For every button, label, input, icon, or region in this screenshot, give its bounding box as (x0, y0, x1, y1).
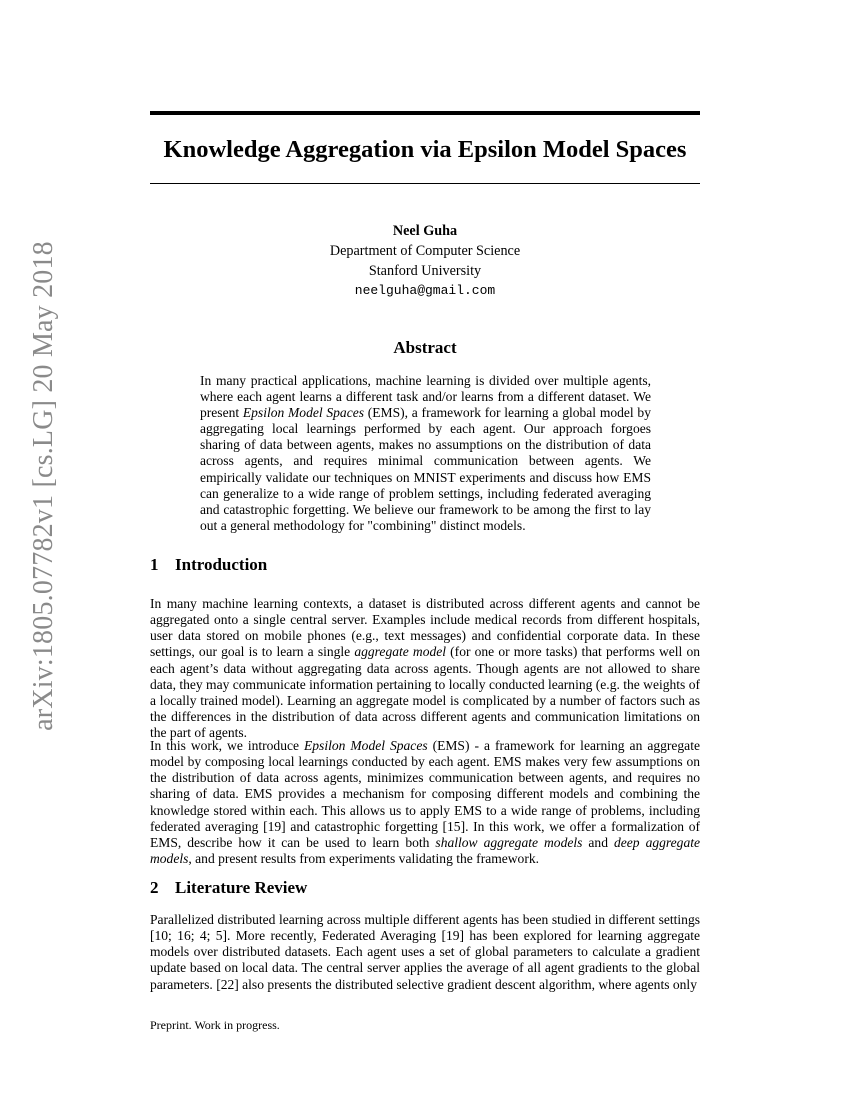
abstract-heading: Abstract (393, 338, 457, 357)
paragraph-emphasis: shallow aggregate models (435, 834, 583, 850)
section-heading-literature-review (150, 877, 700, 899)
introduction-paragraph (150, 738, 700, 867)
paragraph-text: In this work, we introduce (150, 738, 304, 753)
abstract-text: (EMS), a framework for learning a global model by aggregating local learnings performed by each agent. Our approach forgoes sharing of data between agents, makes no assumptions on the distribution of data across agents, and requires minimal communication between agents. We empirically validate our techniques on MNIST experiments and discuss how EMS can generalize to a wide range of problem settings, including federated averaging and catastrophic forgetting. We believe our framework to be among the first to lay out a general methodology for "combining" distinct models. (200, 405, 651, 533)
author-university: Stanford University (368, 263, 482, 279)
paragraph-text: (EMS) - a framework for learning an aggregate model by composing local learnings conducted by each agent. EMS makes very few assumptions on the distribution of data across agents, minimizes communication between agents, and requires no sharing of data. EMS provides a mechanism for composing different models and combining the knowledge stored within each. This allows us to apply EMS to a wide range of problems, including federated averaging [19] and catastrophic forgetting [15]. In this work, we offer a formalization of EMS, describe how it can be used to learn both (150, 738, 700, 850)
preprint-footer: Preprint. Work in progress. (150, 1018, 280, 1032)
paragraph-text: and (582, 834, 614, 850)
literature-review-paragraph (150, 912, 700, 993)
abstract-body (200, 373, 651, 534)
paragraph-text: , and present results from experiments validating the framework. (188, 851, 539, 867)
paragraph-text: (for one or more tasks) that performs well on each agent’s data without aggregating data across agents. Though agents are not allowed to share data, they may communicate information pertaining to locally conducted learning (e.g. the weights of a locally trained model). Learning an aggregate model is complicated by a number of factors such as the differences in the distribution of data across different agents and communication limitations on the part of agents. (150, 644, 701, 741)
paragraph-text: Parallelized distributed learning across multiple different agents has been studied in different settings [10; 16; 4; 5]. More recently, Federated Averaging [19] has been explored for learning aggregate models over distributed datasets. Each agent uses a set of global parameters to calculate a gradient update based on local data. The central server applies the average of all agent gradients to the global parameters. [22] also presents the distributed selective gradient descent algorithm, where agents only (150, 912, 700, 992)
author-email: neelguha@gmail.com (354, 283, 496, 298)
section-heading-introduction (150, 554, 700, 576)
arxiv-identifier-text: arXiv:1805.07782v1 [cs.LG] 20 May 2018 (28, 241, 60, 731)
introduction-paragraph (150, 596, 700, 741)
paragraph-emphasis: Epsilon Model Spaces (304, 738, 428, 753)
section-title: Literature Review (175, 878, 308, 897)
section-title: Introduction (175, 555, 268, 574)
title-top-rule (150, 111, 700, 115)
paragraph-emphasis: aggregate model (354, 644, 447, 660)
author-name: Neel Guha (392, 223, 458, 239)
abstract-text: In many practical applications, machine learning is divided over multiple agents, where each agent learns a different task and/or learns from a different dataset. We present (200, 373, 651, 421)
abstract-emphasis: Epsilon Model Spaces (242, 405, 365, 421)
section-number: 2 (150, 878, 159, 897)
arxiv-identifier-stamp (22, 241, 66, 731)
section-number: 1 (150, 555, 159, 574)
title-bottom-rule (150, 183, 700, 184)
paragraph-emphasis: deep aggregate models (150, 834, 700, 867)
author-block (150, 221, 700, 301)
paper-title: Knowledge Aggregation via Epsilon Model Spaces (163, 136, 687, 163)
author-department: Department of Computer Science (329, 243, 521, 259)
paragraph-text: In many machine learning contexts, a dataset is distributed across different agents and cannot be aggregated onto a single central server. Examples include medical records from different hospitals, user data stored on mobile phones (e.g., text messages) and confidential corporate data. In these settings, our goal is to learn a single (150, 596, 700, 660)
